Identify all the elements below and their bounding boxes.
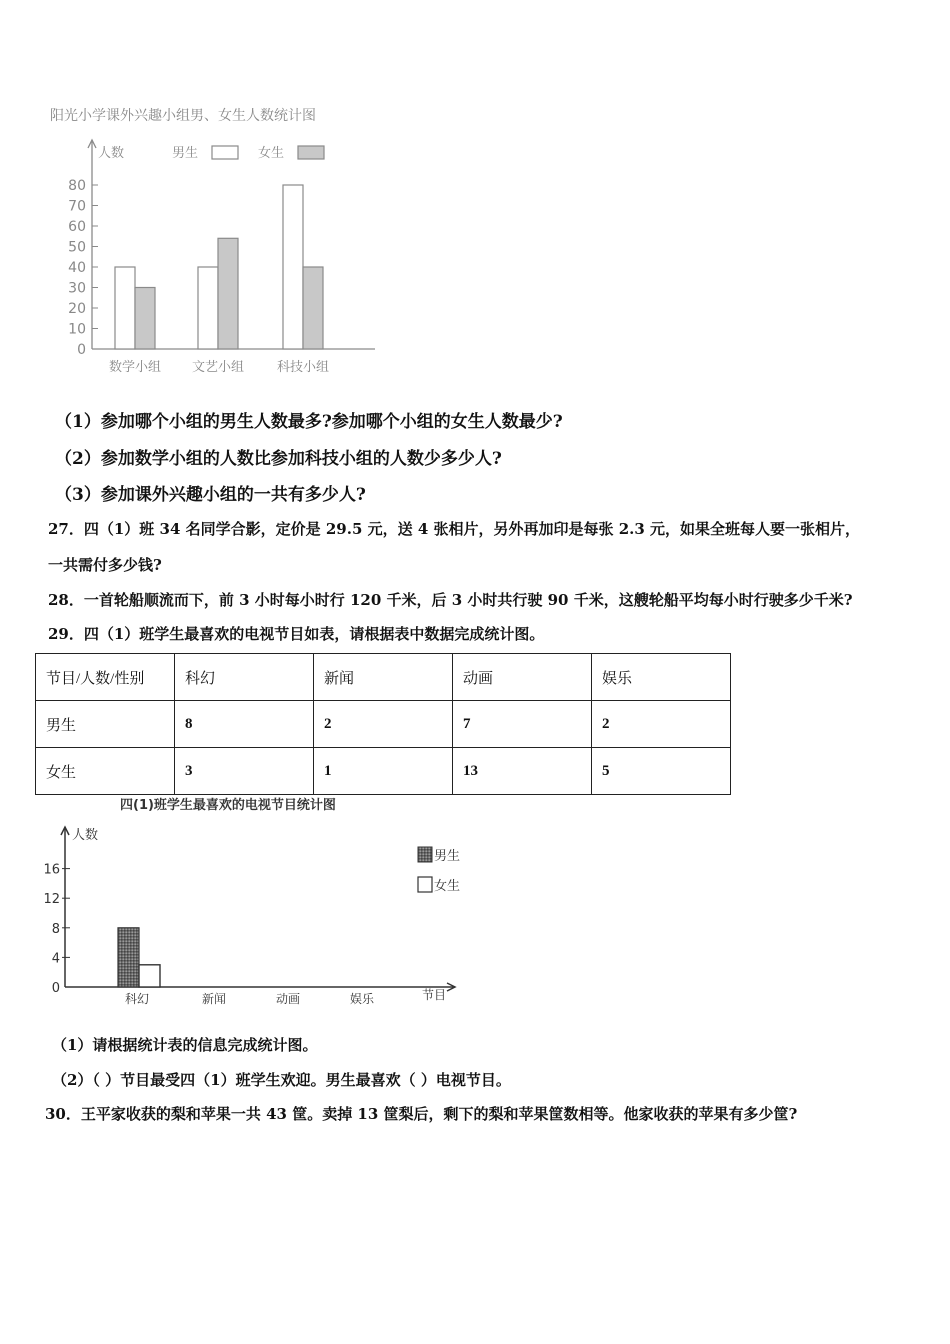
chart2-bar-male [118,928,139,987]
table-row [36,701,731,748]
question-27-line2: 一共需付多少钱? [48,556,162,574]
table-cell: 2 [592,701,731,748]
table-row-label: 女生 [36,748,175,795]
chart1-y-tick-label: 50 [68,239,86,256]
table-header-cell: 节目/人数/性别 [36,654,175,701]
chart2-legend-female-swatch [418,877,432,892]
chart1-legend-male-swatch [212,146,238,159]
chart1-bar-male [115,267,135,349]
question-26-1: （1）参加哪个小组的男生人数最多?参加哪个小组的女生人数最少? [55,412,563,432]
table-header-cell: 新闻 [314,654,453,701]
chart1-y-tick-label: 60 [68,219,86,235]
question-27-line1: 27．四（1）班 34 名同学合影，定价是 29.5 元，送 4 张相片，另外再加印是每张 2.3 元，如果全班每人要一张相片， [48,520,861,538]
chart2-x-tick-label: 科幻 [124,992,150,1006]
chart1-bar-male [198,267,218,349]
chart1-y-tick-label: 10 [68,321,86,338]
chart2-legend-male-swatch [418,847,432,862]
chart1-y-tick-label: 0 [77,342,86,358]
chart2-x-tick-label: 动画 [275,992,301,1006]
question-26-3: （3）参加课外兴趣小组的一共有多少人? [55,485,366,505]
table-cell: 1 [314,748,453,795]
chart1-legend-male-label: 男生 [172,146,199,161]
chart1-legend-female-swatch [298,146,324,159]
chart2-x-tick-label: 娱乐 [349,992,375,1006]
chart2-ylabel: 人数 [72,828,99,843]
question-29-2: （2）（ ）节目最受四（1）班学生欢迎。男生最喜欢（ ）电视节目。 [52,1071,511,1089]
bar-chart-tv-programs [40,795,480,1010]
chart1-bar-female [135,288,155,350]
table-cell: 8 [175,701,314,748]
chart2-title: 四(1)班学生最喜欢的电视节目统计图 [120,798,336,813]
tv-preference-table [35,653,731,795]
chart2-y-tick-label: 8 [51,921,60,937]
question-30: 30．王平家收获的梨和苹果一共 43 筐。卖掉 13 筐梨后，剩下的梨和苹果筐数相等。他家收获的苹果有多少筐? [45,1105,798,1123]
table-row-label: 男生 [36,701,175,748]
chart1-x-tick-label: 科技小组 [276,360,330,375]
table-header-row [36,654,731,701]
chart1-y-tick-label: 70 [68,198,86,215]
table-header-cell: 动画 [453,654,592,701]
question-29-1: （1）请根据统计表的信息完成统计图。 [52,1036,318,1054]
question-26-2: （2）参加数学小组的人数比参加科技小组的人数少多少人? [55,449,502,469]
bar-chart-interest-groups [40,100,390,385]
table-header-cell: 娱乐 [592,654,731,701]
table-header-cell: 科幻 [175,654,314,701]
chart2-y-tick-label: 0 [51,981,60,996]
chart2-legend-male-label: 男生 [434,849,461,864]
table-cell: 2 [314,701,453,748]
chart1-y-tick-label: 30 [68,280,86,297]
chart1-bar-female [303,267,323,349]
chart2-y-tick-label: 16 [43,862,60,878]
chart2-x-tick-label: 新闻 [201,992,227,1006]
question-29: 29．四（1）班学生最喜欢的电视节目如表，请根据表中数据完成统计图。 [48,625,545,643]
chart2-legend-female-label: 女生 [434,879,461,894]
chart1-bar-male [283,185,303,349]
chart1-ylabel: 人数 [98,146,125,161]
table-cell: 7 [453,701,592,748]
chart2-y-tick-label: 12 [43,892,60,908]
table-row [36,748,731,795]
chart2-xlabel: 节目 [422,988,447,1002]
chart1-y-tick-label: 80 [68,178,86,194]
chart1-y-tick-label: 20 [68,301,86,317]
table-cell: 5 [592,748,731,795]
table-cell: 3 [175,748,314,795]
chart1-x-tick-label: 文艺小组 [191,360,245,375]
chart2-y-tick-label: 4 [51,951,60,967]
chart1-y-tick-label: 40 [68,260,86,276]
chart1-bar-female [218,238,238,349]
chart1-x-tick-label: 数学小组 [108,360,162,375]
question-28: 28．一首轮船顺流而下，前 3 小时每小时行 120 千米，后 3 小时共行驶 90 千米，这艘轮船平均每小时行驶多少千米? [48,591,853,609]
chart1-title: 阳光小学课外兴趣小组男、女生人数统计图 [50,108,316,124]
chart2-bar-female [139,965,160,987]
table-cell: 13 [453,748,592,795]
chart1-legend-female-label: 女生 [258,146,285,161]
